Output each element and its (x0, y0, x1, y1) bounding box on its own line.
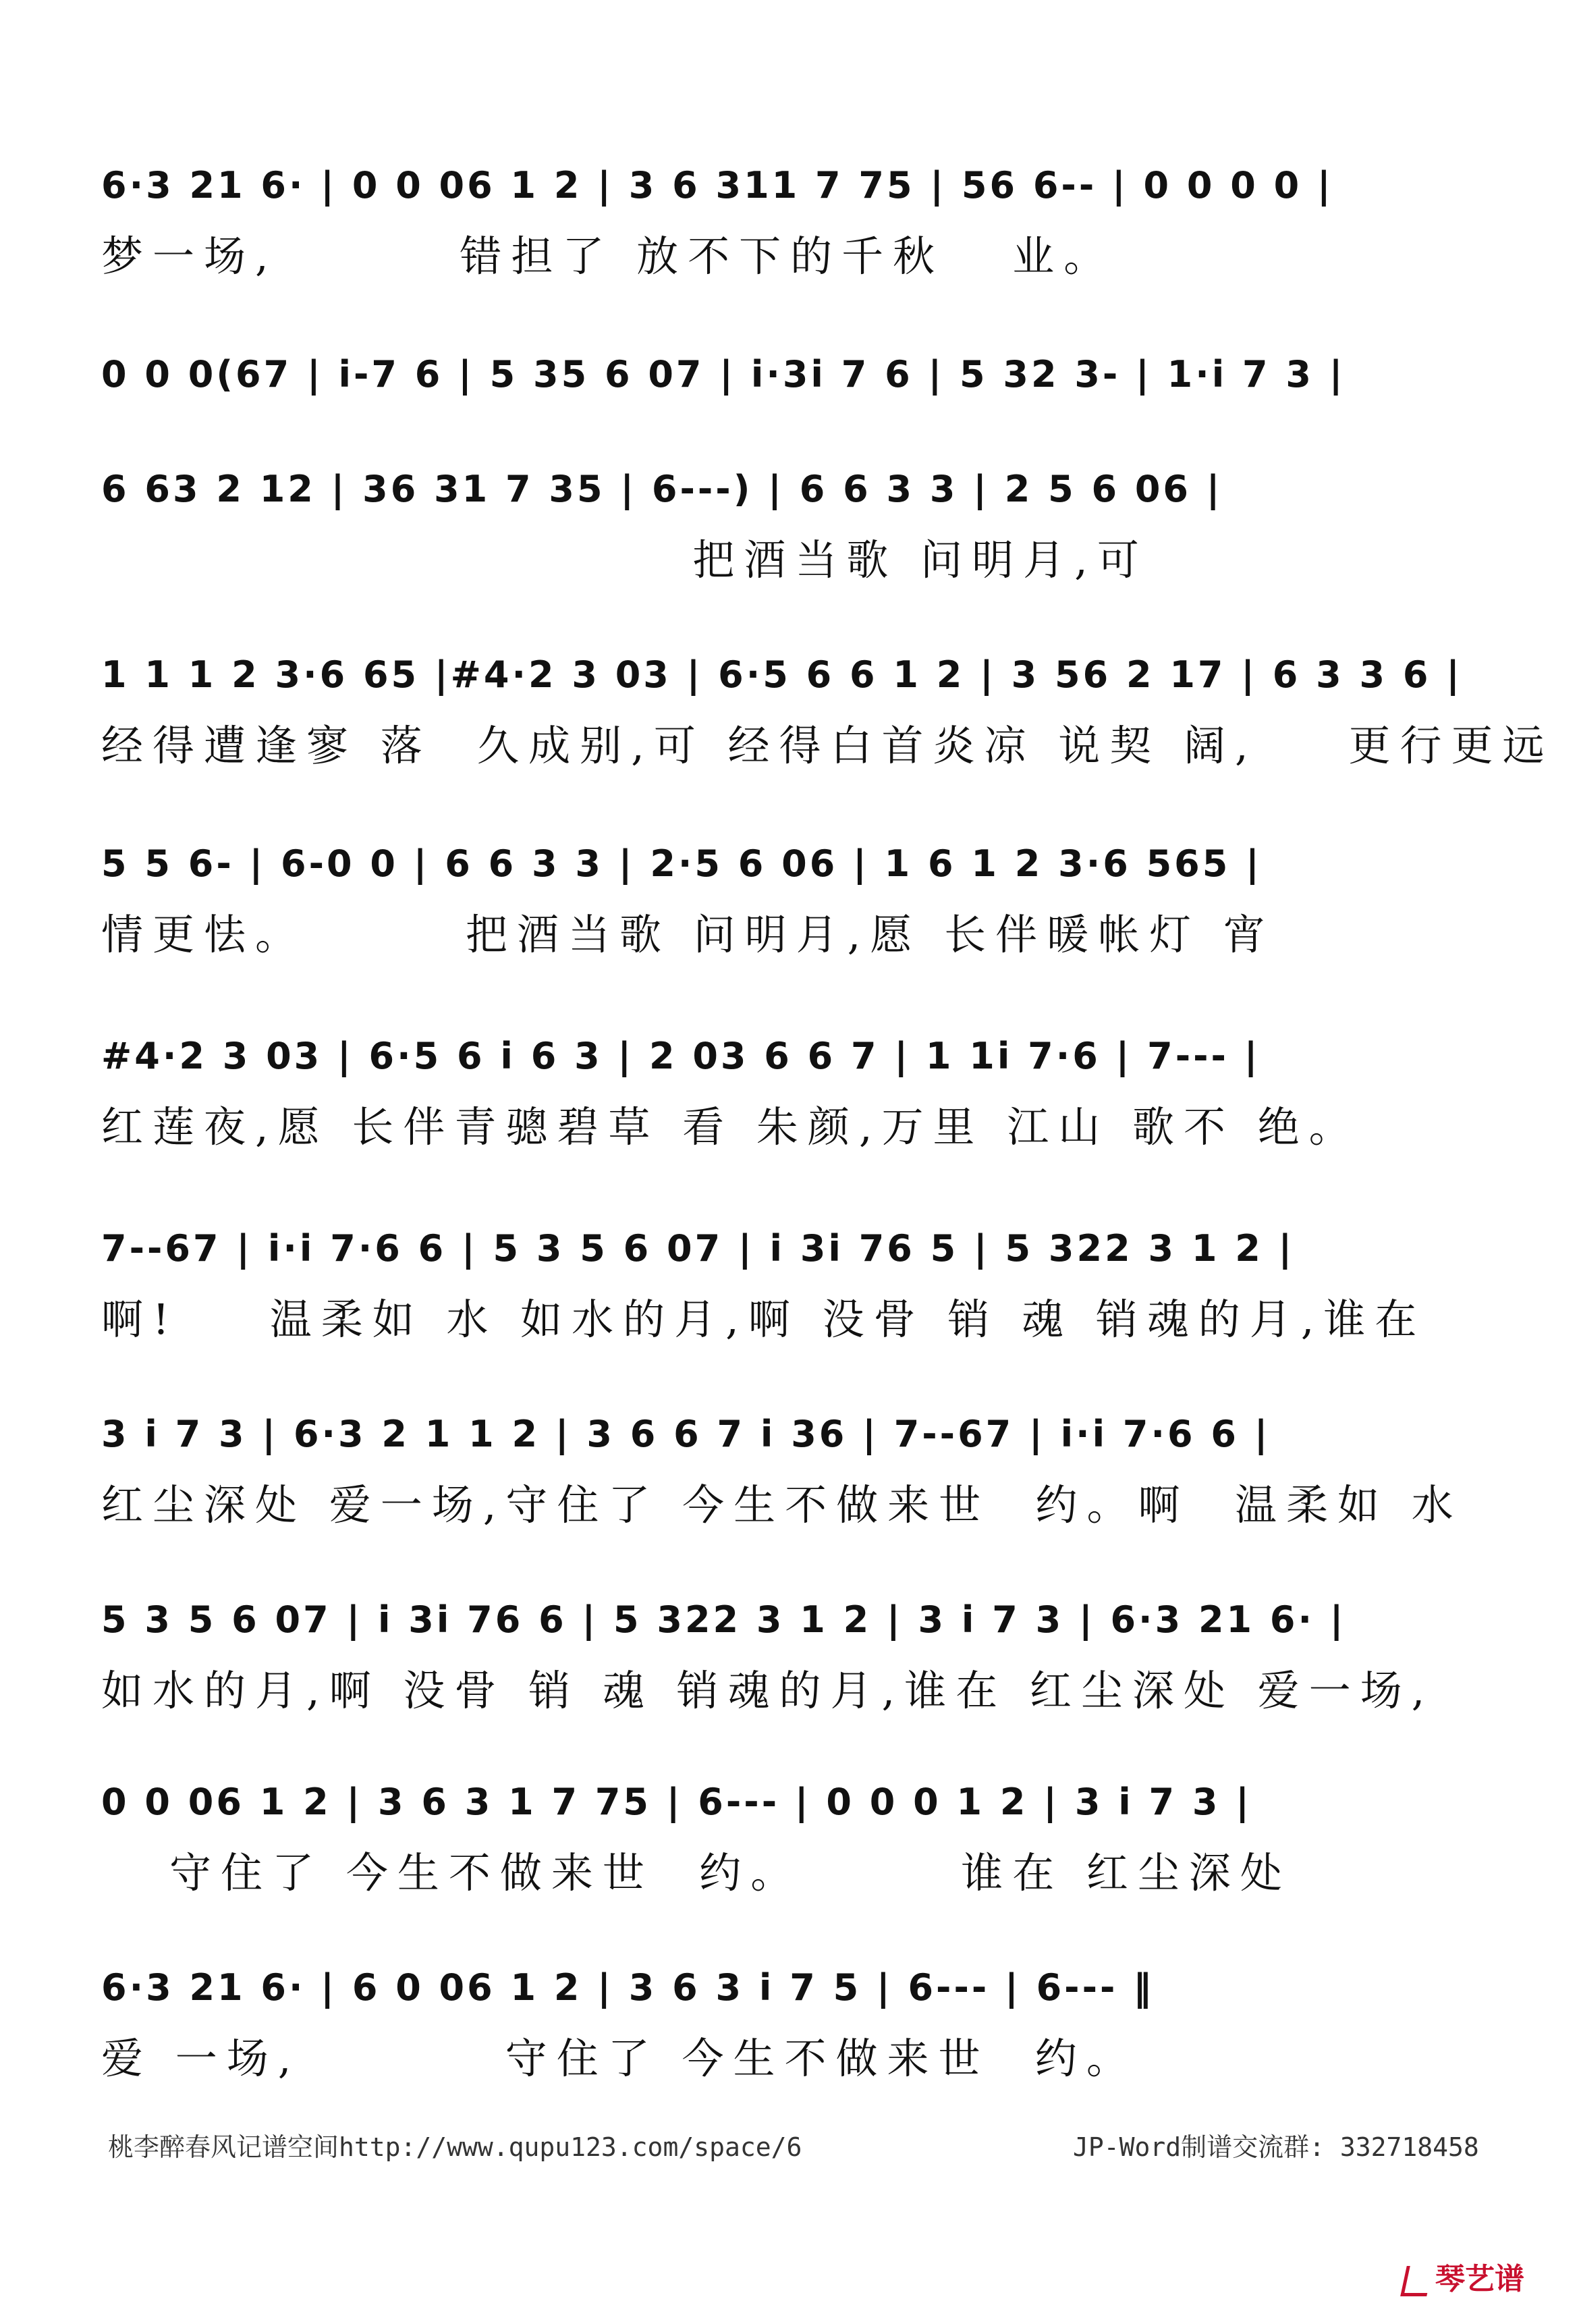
site-logo (1404, 2254, 1524, 2298)
notation-line: 5 3 5 6 07 | i 3i 76 6 | 5 322 3 1 2 | 3 i 7 3 | 6·3 21 6· | (101, 1598, 1346, 1641)
notation-line: 3 i 7 3 | 6·3 2 1 1 2 | 3 6 6 7 i 36 | 7--67 | i·i 7·6 6 | (101, 1413, 1271, 1455)
lyric-line: 经得遭逢寥 落 久成别,可 经得白首炎凉 说契 阔, 更行更远 (101, 721, 1554, 770)
notation-line: 0 0 0(67 | i-7 6 | 5 35 6 07 | i·3i 7 6 | 5 32 3- | 1·i 7 3 | (101, 353, 1346, 396)
lyric-line: 爱 一场, 守住了 今生不做来世 约。 (101, 2034, 1138, 2083)
lyric-line: 把酒当歌 问明月,可 (101, 535, 1148, 585)
notation-line: 6·3 21 6· | 6 0 06 1 2 | 3 6 3 i 7 5 | 6--- | 6--- ‖ (101, 1966, 1155, 2009)
notation-line: 6 63 2 12 | 36 31 7 35 | 6---) | 6 6 3 3 | 2 5 6 06 | (101, 468, 1223, 510)
notation-line: 0 0 06 1 2 | 3 6 3 1 7 75 | 6--- | 0 0 0 1 2 | 3 i 7 3 | (101, 1781, 1252, 1823)
lyric-line: 红莲夜,愿 长伴青骢碧草 看 朱颜,万里 江山 歌不 绝。 (101, 1102, 1360, 1152)
notation-line: #4·2 3 03 | 6·5 6 i 6 3 | 2 03 6 6 7 | 1 1i 7·6 | 7--- | (101, 1035, 1261, 1077)
footer-credit: 桃李醉春风记谱空间http://www.qupu123.com/space/6 (108, 2132, 802, 2162)
lyric-line: 如水的月,啊 没骨 销 魂 销魂的月,谁在 红尘深处 爱一场, (101, 1666, 1435, 1715)
lyric-line: 情更怯。 把酒当歌 问明月,愿 长伴暖帐灯 宵 (101, 910, 1275, 959)
notation-line: 1 1 1 2 3·6 65 |#4·2 3 03 | 6·5 6 6 1 2 | 3 56 2 17 | 6 3 3 6 | (101, 653, 1463, 696)
logo-text: 琴艺谱 (1435, 2262, 1524, 2296)
notation-line: 7--67 | i·i 7·6 6 | 5 3 5 6 07 | i 3i 76 5 | 5 322 3 1 2 | (101, 1227, 1295, 1270)
lyric-line: 梦一场, 错担了 放不下的千秋 业。 (101, 232, 1115, 281)
logo-mark-icon (1400, 2266, 1433, 2296)
notation-line: 6·3 21 6· | 0 0 06 1 2 | 3 6 311 7 75 | 56 6-- | 0 0 0 0 | (101, 164, 1333, 207)
lyric-line: 啊! 温柔如 水 如水的月,啊 没骨 销 魂 销魂的月,谁在 (101, 1295, 1426, 1344)
notation-line: 5 5 6- | 6-0 0 | 6 6 3 3 | 2·5 6 06 | 1 6 1 2 3·6 565 | (101, 842, 1262, 885)
lyric-line: 红尘深处 爱一场,守住了 今生不做来世 约。啊 温柔如 水 (101, 1480, 1463, 1530)
lyric-line: 守住了 今生不做来世 约。 谁在 红尘深处 (101, 1848, 1292, 1897)
footer-group-info: JP-Word制谱交流群: 332718458 (1073, 2132, 1479, 2162)
